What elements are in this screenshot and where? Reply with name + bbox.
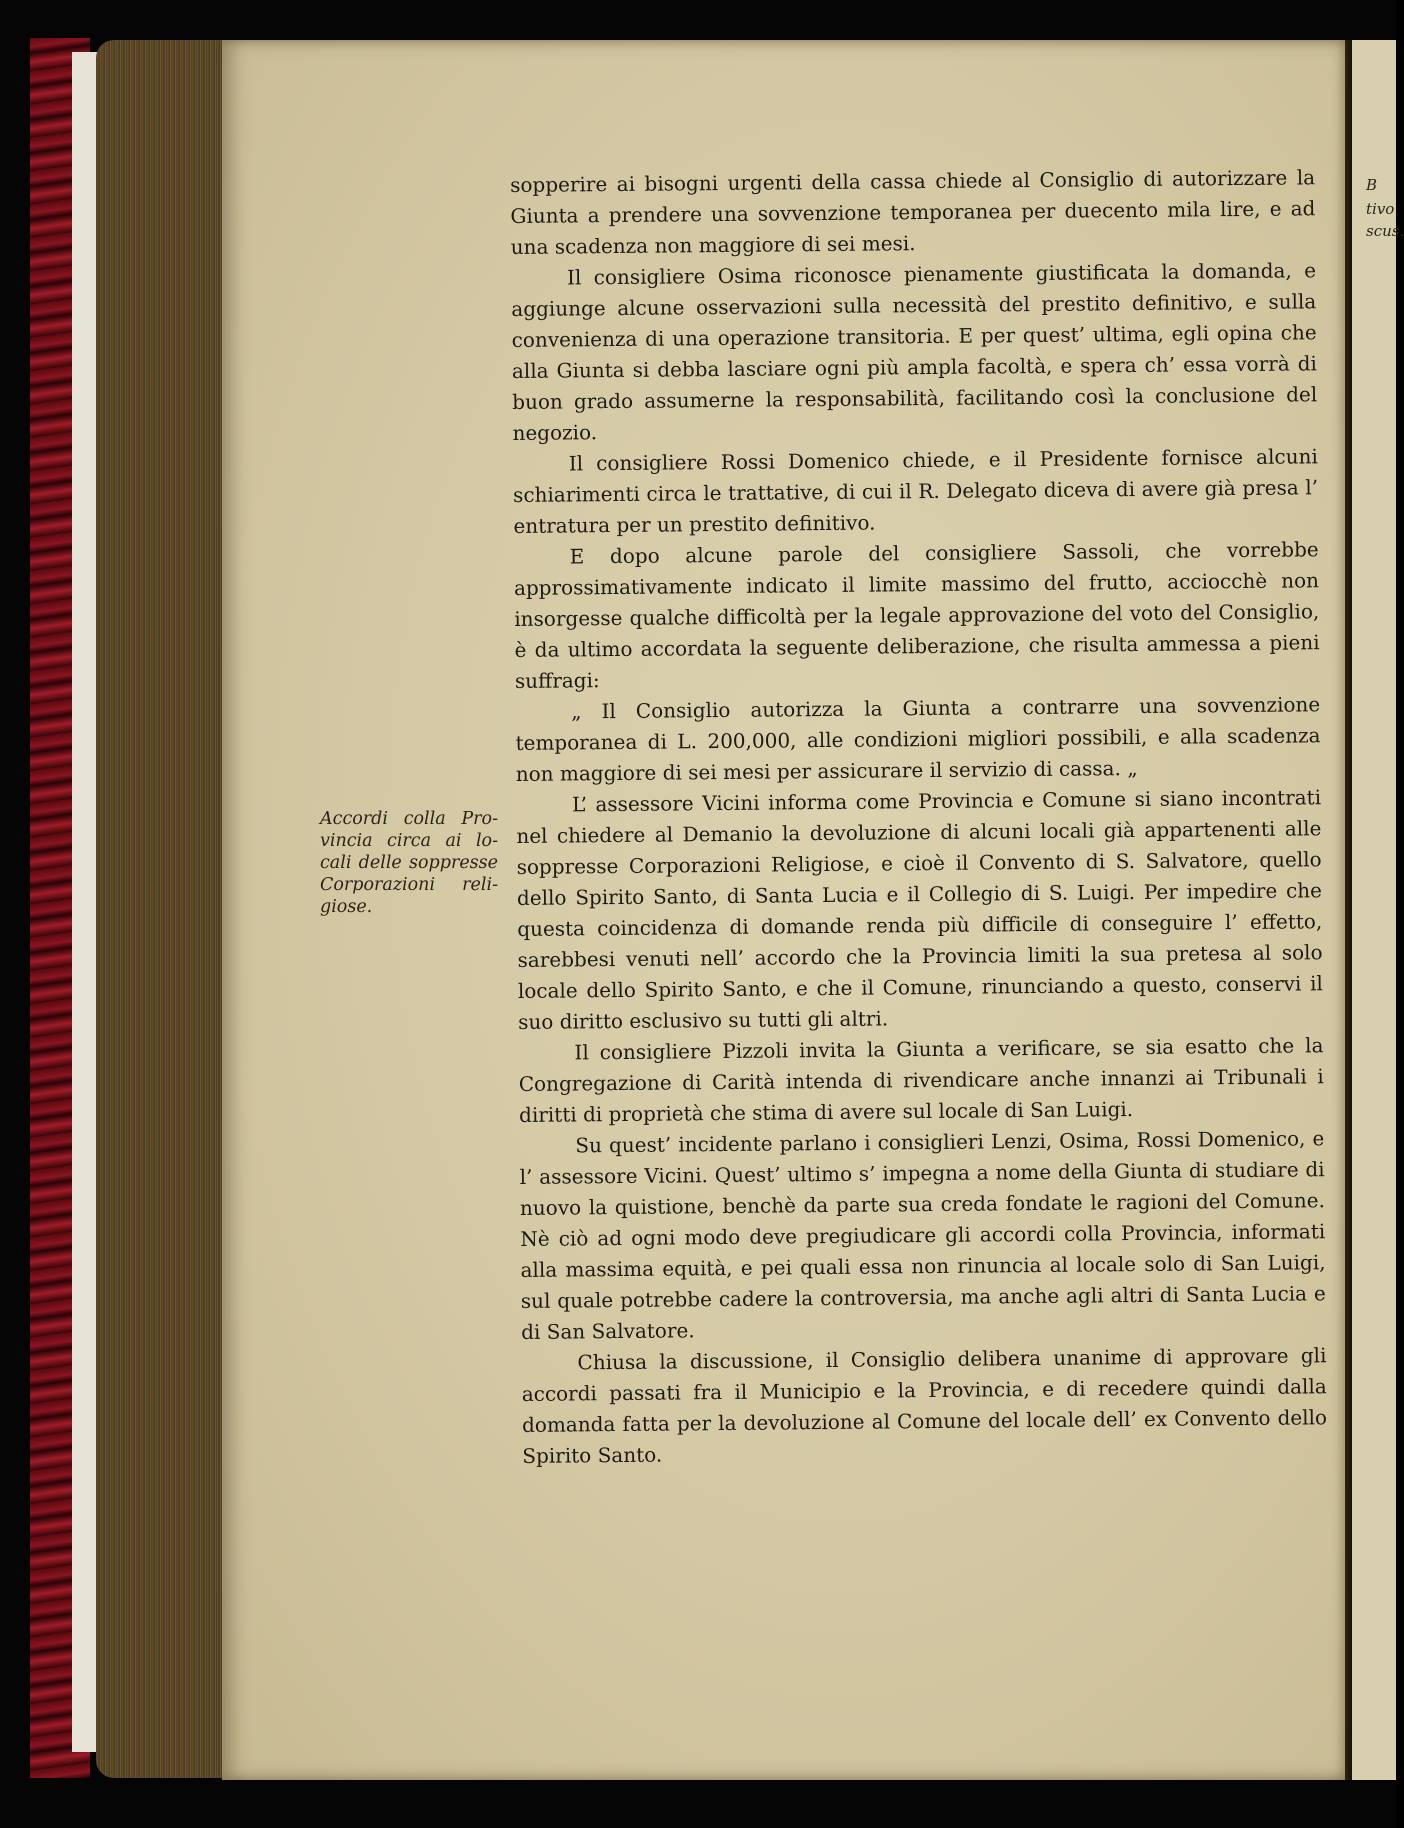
next-page-edge <box>1352 40 1396 1780</box>
page-block-edges <box>96 40 226 1778</box>
margin-note-line: vincia circa ai lo- <box>320 831 498 851</box>
margin-note-line: giose. <box>320 897 373 917</box>
paragraph: Chiusa la discussione, il Consiglio delibera unanime di approvare gli accordi passati fra il Municipio e la Provincia, e di recedere quindi dalla domanda fatta per la devoluzione al Comune del locale dell’ ex Convento dello Spirito Santo. <box>521 1343 1328 1468</box>
paragraph: Su quest’ incidente parlano i consiglieri Lenzi, Osima, Rossi Domenico, e l’ assessore Vicini. Quest’ ultimo s’ impegna a nome della Giunta di studiare di nuovo la quistione, benchè da parte sua creda fondate le ragioni del Comune. Nè ciò ad ogni modo deve pregiudicare gli accordi colla Provincia, informati alla massima equità, e pei quali essa non rinuncia al locale solo di San Luigi, sul quale potrebbe cadere la controversia, ma anche agli altri di Santa Lucia e di San Salvatore. <box>519 1126 1326 1344</box>
paragraph: L’ assessore Vicini informa come Provincia e Comune si siano incontrati nel chiedere al Demanio la devoluzione di alcuni locali già appartenenti alle soppresse Corporazioni Religiose, e cioè il Convento di S. Salvatore, quello dello Spirito Santo, di Santa Lucia e il Collegio di S. Luigi. Per impedire che questa coincidenza di domande renda più difficile di conseguire l’ effetto, sarebbesi venuti nell’ accordo che la Provincia limiti la sua pretesa al solo locale dello Spirito Santo, e che il Comune, rinunciando a questo, conservi il suo diritto esclusivo su tutti gli altri. <box>516 785 1323 1034</box>
paragraph: Il consigliere Rossi Domenico chiede, e il Presidente fornisce alcuni schiarimenti circa le trattative, di cui il R. Delegato diceva di avere già presa l’ entratura per un prestito definitivo. <box>513 444 1319 538</box>
margin-note-line: cali delle soppresse <box>320 853 498 873</box>
resolution-quote: „ Il Consiglio autorizza la Giunta a contrarre una sovvenzione temporanea di L. 200,000, alle condizioni migliori possibili, e alla scadenza non maggiore di sei mesi per assicurare il servizio di cassa. „ <box>515 692 1321 786</box>
margin-note-line: Corporazioni reli- <box>320 875 498 895</box>
margin-note-line: Accordi colla Pro- <box>320 809 498 829</box>
main-text-column <box>510 162 1327 1472</box>
next-page-text: B <box>1366 176 1378 194</box>
paragraph: sopperire ai bisogni urgenti della cassa chiede al Consiglio di autorizzare la Giunta a prendere una sovvenzione temporanea per duecento mila lire, e ad una scadenza non maggiore di sei mesi. <box>510 165 1316 259</box>
paragraph: Il consigliere Osima riconosce pienamente giustificata la domanda, e aggiunge alcune osservazioni sulla necessità del prestito definitivo, e sulla convenienza di una operazione transitoria. E per quest’ ultima, egli opina che alla Giunta si debba lasciare ogni più ampla facoltà, e spera ch’ essa vorrà di buon grado assumerne la responsabilità, facilitando così la conclusione del negozio. <box>511 258 1318 445</box>
next-page-text: tivo <box>1366 200 1395 218</box>
margin-note <box>320 808 498 918</box>
paragraph: Il consigliere Pizzoli invita la Giunta a verificare, se sia esatto che la Congregazione di Carità intenda di rivendicare anche innanzi ai Tribunali i diritti di proprietà che stima di avere sul locale di San Luigi. <box>518 1033 1324 1127</box>
next-page-text: scus. <box>1366 222 1404 240</box>
paragraph: E dopo alcune parole del consigliere Sassoli, che vorrebbe approssimativamente indicato il limite massimo del frutto, acciocchè non insorgesse qualche difficoltà per la legale approvazione del voto del Consiglio, è da ultimo accordata la seguente deliberazione, che risulta ammessa a pieni suffragi: <box>513 537 1320 693</box>
